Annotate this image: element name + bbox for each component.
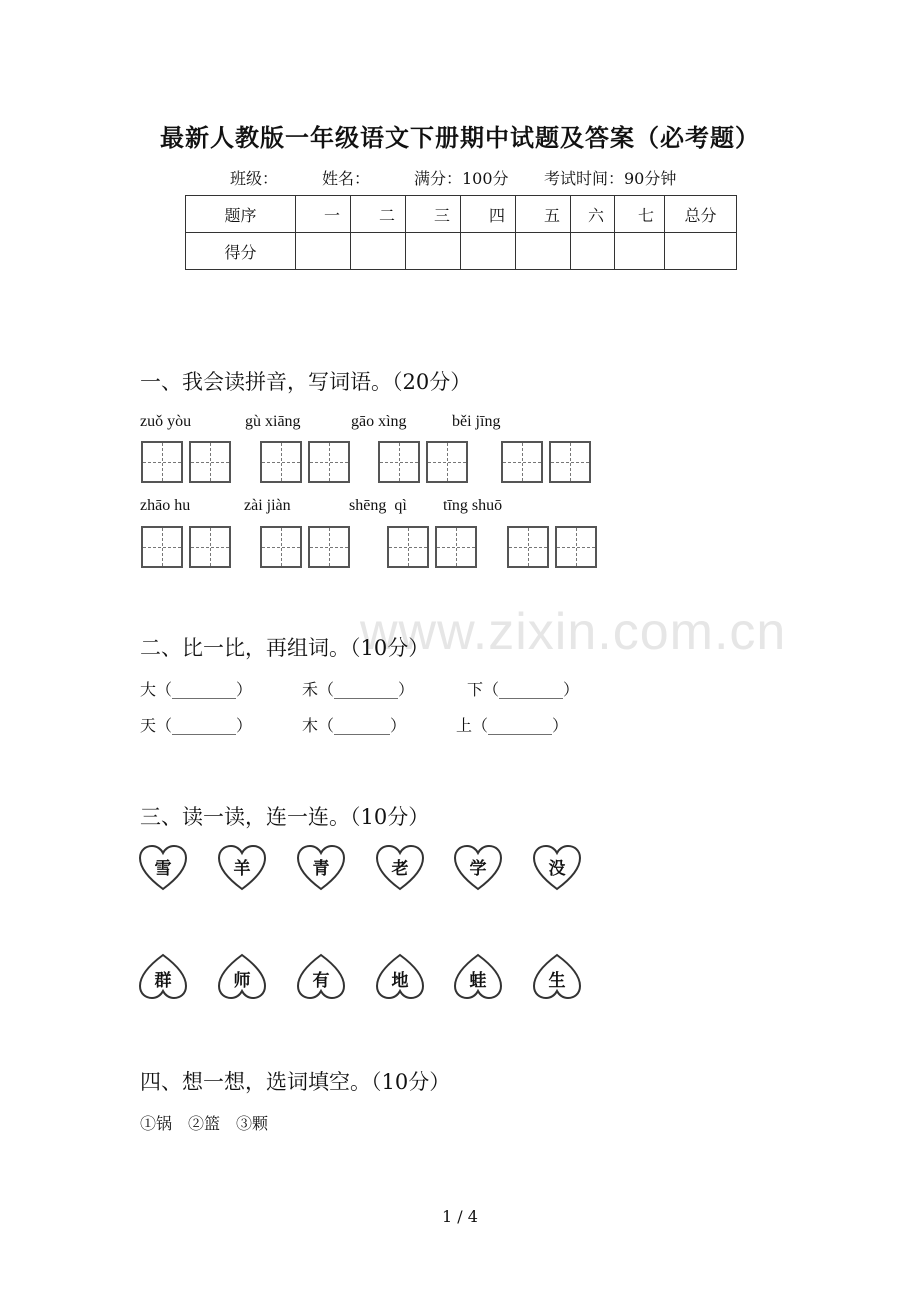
score-cell[interactable] (615, 233, 665, 270)
table-cell: 二 (351, 196, 406, 233)
exam-time: 考试时间：90分钟 (544, 169, 677, 188)
writing-box[interactable] (549, 441, 591, 483)
pinyin-label: běi jīng (452, 413, 501, 430)
word-blank[interactable]: 大（________） (140, 680, 253, 699)
writing-box[interactable] (308, 441, 350, 483)
section-4-title: 四、想一想，选词填空。（10分） (140, 1070, 451, 1094)
pinyin-label: shēng qì (349, 497, 407, 514)
score-cell[interactable] (461, 233, 516, 270)
table-cell: 一 (296, 196, 351, 233)
word-blank[interactable]: 天（________） (140, 716, 253, 735)
heart-char: 雪 (154, 859, 172, 879)
section-2-title: 二、比一比，再组词。（10分） (140, 636, 430, 660)
heart-char: 学 (469, 859, 487, 879)
heart-char: 有 (312, 971, 330, 991)
writing-box[interactable] (141, 526, 183, 568)
heart-card[interactable] (532, 844, 582, 892)
heart-char: 羊 (233, 859, 251, 879)
table-cell: 六 (571, 196, 615, 233)
pinyin-label: tīng shuō (443, 497, 503, 514)
writing-box[interactable] (189, 441, 231, 483)
word-blank[interactable]: 下（________） (467, 680, 580, 699)
page-title: 最新人教版一年级语文下册期中试题及答案（必考题） (160, 123, 760, 152)
heart-card[interactable] (217, 844, 267, 892)
writing-box[interactable] (141, 441, 183, 483)
heart-char: 地 (391, 971, 409, 991)
section-3-title: 三、读一读，连一连。（10分） (140, 805, 430, 829)
score-table (185, 195, 737, 270)
heart-card[interactable] (296, 952, 346, 1000)
pinyin-label: zài jiàn (244, 497, 291, 514)
score-cell[interactable] (296, 233, 351, 270)
word-blank[interactable]: 木（_______） (302, 716, 407, 735)
word-blank[interactable]: 禾（________） (302, 680, 415, 699)
class-label: 班级： (230, 169, 279, 188)
table-cell: 得分 (186, 233, 296, 270)
score-cell[interactable] (571, 233, 615, 270)
writing-box[interactable] (189, 526, 231, 568)
watermark: www.zixin.com.cn (360, 603, 787, 661)
heart-char: 没 (548, 859, 566, 879)
page-number: 1 / 4 (442, 1207, 478, 1226)
heart-char: 师 (233, 971, 251, 991)
full-score: 满分：100分 (414, 169, 509, 188)
heart-card[interactable] (532, 952, 582, 1000)
heart-card[interactable] (138, 952, 188, 1000)
table-cell: 三 (406, 196, 461, 233)
pinyin-label: zuǒ yòu (140, 413, 192, 430)
pinyin-label: gāo xìng (351, 413, 407, 430)
heart-char: 老 (391, 859, 409, 879)
heart-char: 生 (548, 971, 566, 991)
heart-char: 蛙 (469, 971, 487, 991)
table-cell: 总分 (665, 196, 737, 233)
heart-card[interactable] (375, 952, 425, 1000)
writing-box[interactable] (308, 526, 350, 568)
writing-box[interactable] (260, 441, 302, 483)
score-cell[interactable] (351, 233, 406, 270)
heart-char: 群 (154, 971, 172, 991)
section-1-title: 一、我会读拼音，写词语。（20分） (140, 370, 472, 394)
heart-card[interactable] (375, 844, 425, 892)
writing-box[interactable] (435, 526, 477, 568)
table-cell: 四 (461, 196, 516, 233)
table-cell: 七 (615, 196, 665, 233)
table-cell: 题序 (186, 196, 296, 233)
table-row (186, 233, 737, 270)
word-blank[interactable]: 上（________） (456, 716, 569, 735)
score-cell[interactable] (665, 233, 737, 270)
writing-box[interactable] (387, 526, 429, 568)
writing-box[interactable] (260, 526, 302, 568)
heart-card[interactable] (296, 844, 346, 892)
table-row (186, 196, 737, 233)
heart-card[interactable] (217, 952, 267, 1000)
writing-box[interactable] (507, 526, 549, 568)
name-label: 姓名： (322, 169, 371, 188)
heart-card[interactable] (453, 844, 503, 892)
writing-box[interactable] (501, 441, 543, 483)
writing-box[interactable] (378, 441, 420, 483)
heart-card[interactable] (138, 844, 188, 892)
score-cell[interactable] (516, 233, 571, 270)
writing-box[interactable] (426, 441, 468, 483)
heart-char: 青 (312, 859, 330, 879)
word-options: ①锅 ②篮 ③颗 (140, 1114, 269, 1133)
table-cell: 五 (516, 196, 571, 233)
pinyin-label: gù xiāng (245, 413, 301, 430)
writing-box[interactable] (555, 526, 597, 568)
heart-card[interactable] (453, 952, 503, 1000)
pinyin-label: zhāo hu (140, 497, 191, 514)
score-cell[interactable] (406, 233, 461, 270)
